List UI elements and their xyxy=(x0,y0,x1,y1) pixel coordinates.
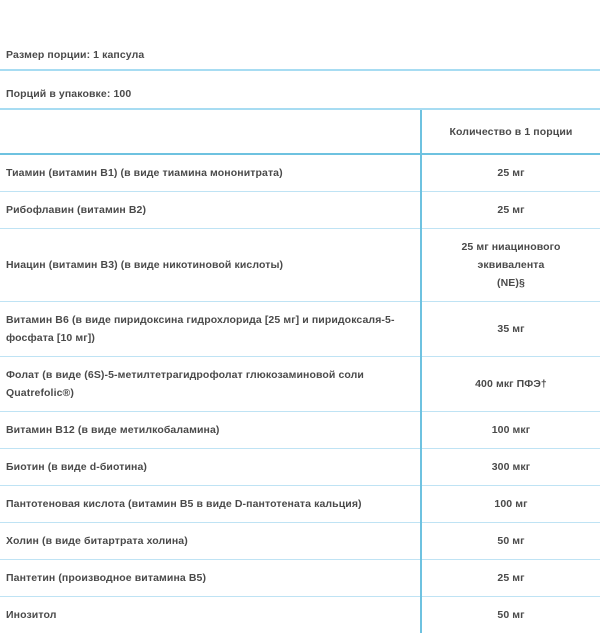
nutrient-name-cell: Рибофлавин (витамин B2) xyxy=(0,192,421,229)
nutrient-amount-value: 25 мг xyxy=(430,569,592,587)
nutrient-amount-value: 25 мг xyxy=(430,164,592,182)
nutrient-amount-cell xyxy=(421,486,600,523)
nutrient-name-cell: Пантотеновая кислота (витамин B5 в виде D-пантотената кальция) xyxy=(0,486,421,523)
nutrient-amount-value: 50 мг xyxy=(430,606,592,624)
nutrient-name-cell: Фолат (в виде (6S)-5-метилтетрагидрофолат глюкозаминовой соли Quatrefolic®) xyxy=(0,357,421,412)
nutrient-name-cell: Холин (в виде битартрата холина) xyxy=(0,523,421,560)
nutrient-amount-cell xyxy=(421,560,600,597)
nutrient-amount-cell xyxy=(421,229,600,302)
nutrient-amount-cell xyxy=(421,597,600,633)
nutrient-amount-cell xyxy=(421,192,600,229)
table-body xyxy=(0,110,600,633)
table-row xyxy=(0,449,600,486)
nutrient-name-cell: Инозитол xyxy=(0,597,421,633)
nutrient-amount-note: (NE)§ xyxy=(430,274,592,292)
nutrient-name-cell: Пантетин (производное витамина B5) xyxy=(0,560,421,597)
table-header-row xyxy=(0,110,600,154)
servings-per-container-line: Порций в упаковке: 100 xyxy=(0,71,600,110)
nutrient-amount-cell xyxy=(421,523,600,560)
nutrient-amount-cell xyxy=(421,302,600,357)
table-row xyxy=(0,154,600,192)
table-row xyxy=(0,357,600,412)
nutrient-amount-value: 300 мкг xyxy=(430,458,592,476)
nutrient-name-cell: Витамин B12 (в виде метилкобаламина) xyxy=(0,412,421,449)
table-row xyxy=(0,560,600,597)
table-row xyxy=(0,229,600,302)
nutrient-amount-cell xyxy=(421,357,600,412)
nutrient-name-cell: Биотин (в виде d-биотина) xyxy=(0,449,421,486)
supplement-facts-table xyxy=(0,110,600,633)
column-header-amount: Количество в 1 порции xyxy=(421,110,600,154)
column-header-nutrient xyxy=(0,110,421,154)
table-row xyxy=(0,486,600,523)
nutrient-amount-value: 50 мг xyxy=(430,532,592,550)
nutrient-amount-value: 25 мг ниацинового эквивалента xyxy=(430,238,592,274)
nutrient-amount-value: 400 мкг ПФЭ† xyxy=(430,375,592,393)
nutrient-amount-value: 100 мг xyxy=(430,495,592,513)
nutrient-amount-cell xyxy=(421,154,600,192)
serving-size-line: Размер порции: 1 капсула xyxy=(0,48,600,71)
nutrient-name-cell: Тиамин (витамин B1) (в виде тиамина мононитрата) xyxy=(0,154,421,192)
nutrient-amount-cell xyxy=(421,449,600,486)
table-row xyxy=(0,302,600,357)
nutrient-name-cell: Ниацин (витамин B3) (в виде никотиновой кислоты) xyxy=(0,229,421,302)
table-row xyxy=(0,412,600,449)
nutrient-amount-value: 25 мг xyxy=(430,201,592,219)
table-row xyxy=(0,597,600,633)
table-row xyxy=(0,523,600,560)
nutrient-amount-cell xyxy=(421,412,600,449)
nutrient-name-cell: Витамин B6 (в виде пиридоксина гидрохлорида [25 мг] и пиридоксаля-5-фосфата [10 мг]) xyxy=(0,302,421,357)
nutrient-amount-value: 100 мкг xyxy=(430,421,592,439)
nutrient-amount-value: 35 мг xyxy=(430,320,592,338)
table-row xyxy=(0,192,600,229)
